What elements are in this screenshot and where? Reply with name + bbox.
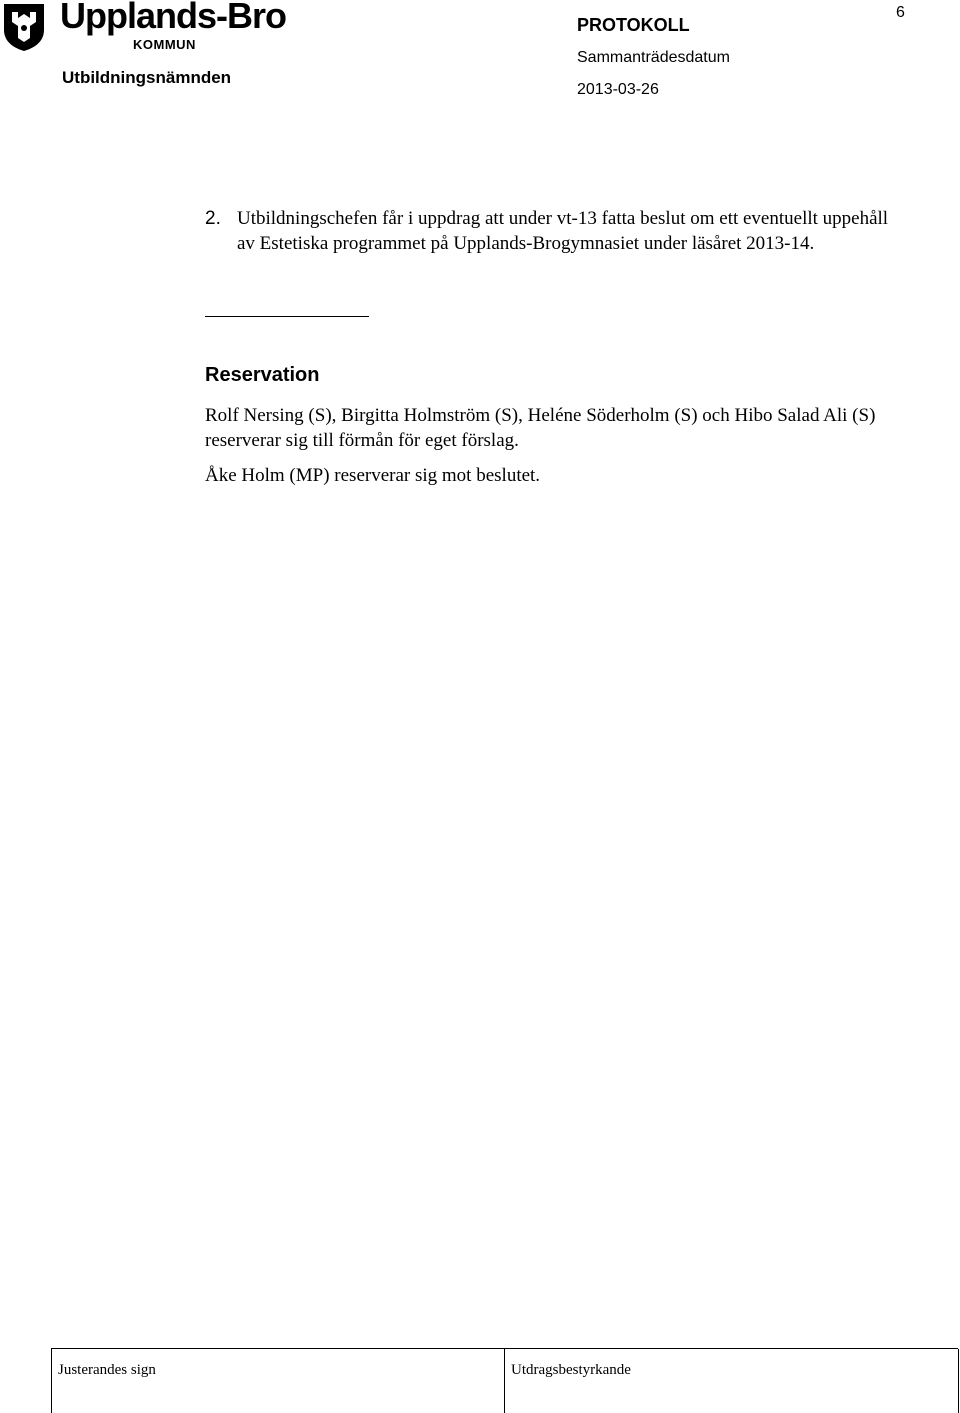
coat-of-arms-icon [2, 2, 46, 52]
decision-item-text: Utbildningschefen får i uppdrag att under vt-13 fatta beslut om ett eventuellt uppehåll av Estetiska programmet på Upplands-Brogymnasiet under läsåret 2013-14. [237, 208, 889, 254]
decision-item-number: 2. [205, 208, 221, 229]
meeting-date-value: 2013-03-26 [577, 81, 659, 98]
adjusters-sign-label: Justerandes sign [58, 1362, 156, 1378]
reservation-paragraph-1: Rolf Nersing (S), Birgitta Holmström (S), Heléne Söderholm (S) och Hibo Salad Ali (S) reserverar sig till förmån för eget förslag. [205, 405, 876, 451]
signature-footer [51, 1348, 958, 1413]
signature-box-certification [504, 1349, 959, 1413]
reservation-paragraph-2: Åke Holm (MP) reserverar sig mot beslutet. [205, 465, 541, 486]
logo-subtitle: KOMMUN [133, 37, 196, 52]
signature-box-adjusters [51, 1349, 505, 1413]
section-divider [205, 316, 369, 317]
document-type: PROTOKOLL [577, 15, 690, 35]
decision-item [205, 206, 895, 256]
meeting-date-label: Sammanträdesdatum [577, 49, 730, 66]
reservation-heading: Reservation [205, 364, 320, 386]
extract-certification-label: Utdragsbestyrkande [511, 1362, 631, 1378]
logo-wordmark: Upplands-Bro [60, 0, 286, 36]
committee-name: Utbildningsnämnden [62, 68, 232, 87]
municipality-logo [2, 0, 302, 56]
page-number: 6 [896, 4, 905, 21]
